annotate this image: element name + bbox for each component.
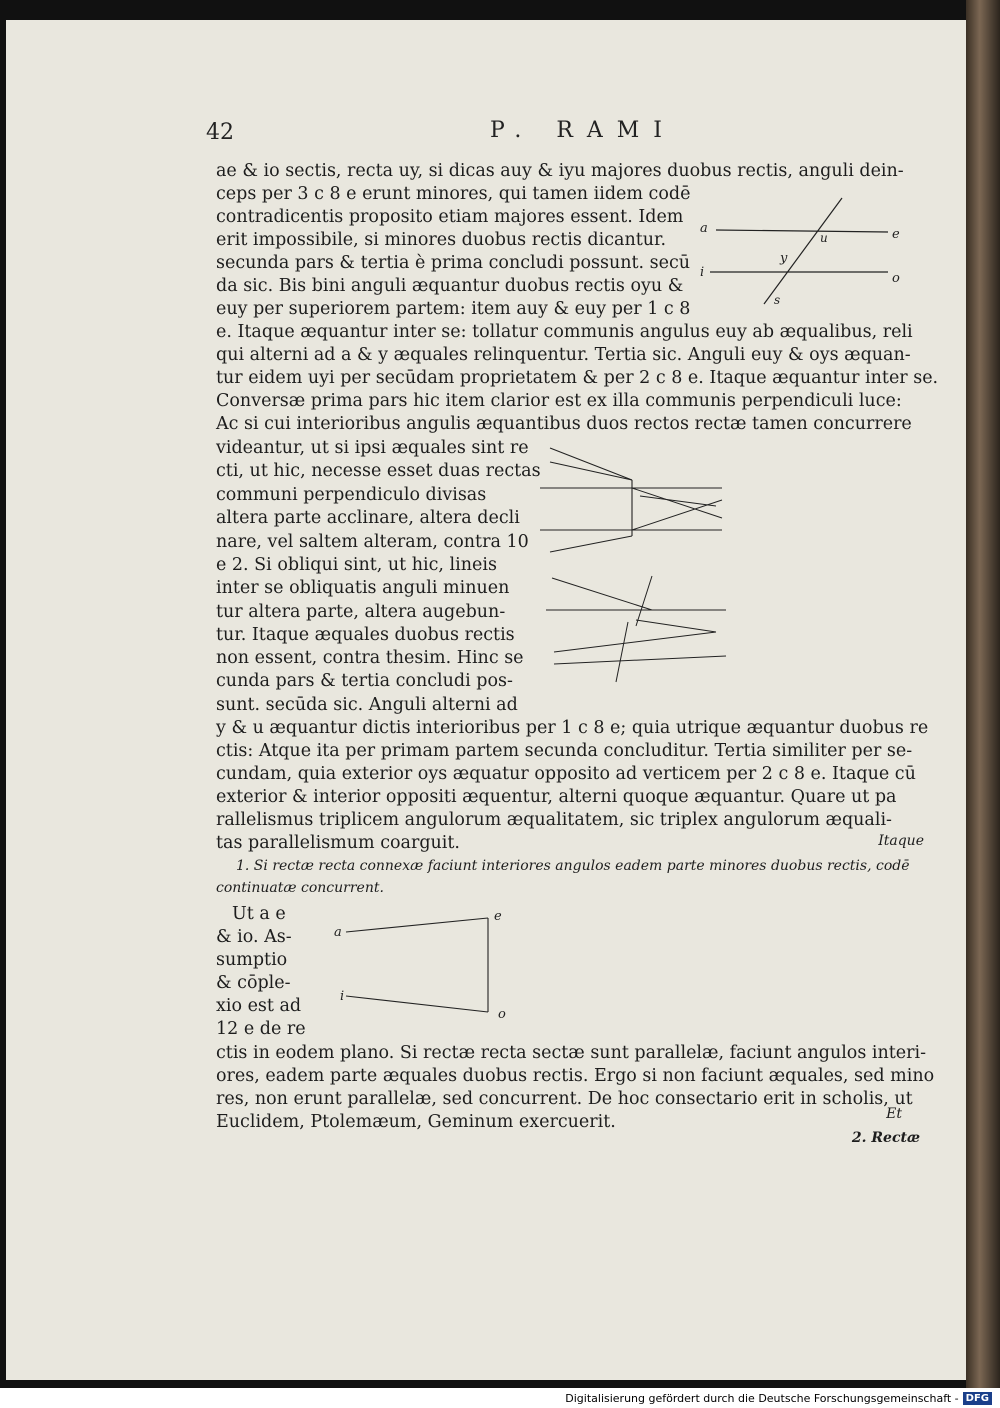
catchword: Itaque [878,833,924,849]
text-line: & cōple- [216,973,291,993]
text-line: Ut a e [232,904,286,924]
text-line: Conversæ prima pars hic item clarior est ex illa communis perpendiculi luce: [216,391,902,411]
book-spine [966,0,1000,1392]
theorem-line: 1. Si rectæ recta connexæ faciunt interiores angulos eadem parte minores duobus rectis, codē [236,858,910,874]
text-line: nare, vel saltem alteram, contra 10 [216,532,529,552]
dfg-logo: DFG [963,1392,992,1405]
text-line: xio est ad [216,996,302,1016]
catchword: 2. Rectæ [851,1130,920,1146]
text-line: e 2. Si obliqui sint, ut hic, lineis [216,555,497,575]
fig1-label-i: i [700,265,705,280]
text-line: da sic. Bis bini anguli æquantur duobus rectis oyu & [216,276,684,296]
fig1-label-s: s [774,293,781,307]
text-line: rallelismus triplicem angulorum æqualitatem, sic triplex angulorum æquali- [216,810,892,830]
theorem-line: continuatæ concurrent. [216,880,384,896]
text-line: communi perpendiculo divisas [216,485,487,505]
text-line: tur eidem uyi per secūdam proprietatem & per 2 c 8 e. Itaque æquantur inter se. [216,368,939,388]
running-head: P. RAMI [490,118,676,143]
text-line: cundam, quia exterior oys æquatur opposito ad verticem per 2 c 8 e. Itaque cū [216,764,916,784]
page-header [206,118,926,152]
fig3-label-o: o [498,1007,506,1022]
figure-oblique-lines [540,574,730,684]
text-line: sunt. secūda sic. Anguli alterni ad [216,695,518,715]
fig1-label-u: u [820,231,828,245]
text-line: erit impossibile, si minores duobus rectis dicantur. [216,230,667,250]
text-line: exterior & interior oppositi æquentur, alterni quoque æquantur. Quare ut pa [216,787,897,807]
text-line: ceps per 3 c 8 e erunt minores, qui tamen iidem codē [216,184,691,204]
fig1-label-o: o [892,271,900,286]
text-line: tur. Itaque æquales duobus rectis [216,625,515,645]
text-line: 12 e de re [216,1019,306,1039]
text-line: qui alterni ad a & y æquales relinquentur. Tertia sic. Anguli euy & oys æquan- [216,345,911,365]
text-line: res, non erunt parallelæ, sed concurrent. De hoc consectario erit in scholis, ut [216,1089,913,1109]
figure-concurrent-lines [330,900,520,1028]
text-line: videantur, ut si ipsi æquales sint re [216,438,529,458]
fig3-label-a: a [334,925,342,940]
text-line: euy per superiorem partem: item auy & euy per 1 c 8 [216,299,691,319]
page-number: 42 [206,120,234,145]
text-line: secunda pars & tertia è prima concludi possunt. secū [216,253,691,273]
text-line: tur altera parte, altera augebun- [216,602,506,622]
text-line: cti, ut hic, necesse esset duas rectas [216,461,541,481]
text-line: Ac si cui interioribus angulis æquantibus duos rectos rectæ tamen concurrere [216,414,912,434]
fig1-label-a: a [700,221,708,236]
text-line: Euclidem, Ptolemæum, Geminum exercuerit. [216,1112,616,1132]
footer-bar [0,1388,1000,1408]
text-line: ae & io sectis, recta uy, si dicas auy & iyu majores duobus rectis, anguli dein- [216,161,904,181]
text-line: inter se obliquatis anguli minuen [216,578,510,598]
text-line: non essent, contra thesim. Hinc se [216,648,524,668]
fig1-label-y: y [780,251,788,266]
text-line: y & u æquantur dictis interioribus per 1 c 8 e; quia utrique æquantur duobus re [216,718,929,738]
figure-perpendicular-lines [536,444,732,558]
catchword: Et [886,1106,902,1122]
footer-text: Digitalisierung gefördert durch die Deutsche Forschungsgemeinschaft - [565,1391,959,1405]
text-line: & io. As- [216,927,292,947]
text-line: sumptio [216,950,288,970]
fig3-label-i: i [340,989,345,1004]
text-line: e. Itaque æquantur inter se: tollatur communis angulus euy ab æqualibus, reli [216,322,913,342]
text-line: tas parallelismum coarguit. [216,833,460,853]
text-line: ctis: Atque ita per primam partem secunda concluditur. Tertia similiter per se- [216,741,913,761]
text-line: contradicentis proposito etiam majores essent. Idem [216,207,684,227]
text-line: altera parte acclinare, altera decli [216,508,520,528]
fig3-label-e: e [494,909,502,924]
text-line: ctis in eodem plano. Si rectæ recta sectæ sunt parallelæ, faciunt angulos interi- [216,1043,927,1063]
figure-parallels-transversal [692,196,922,310]
text-line: cunda pars & tertia concludi pos- [216,671,513,691]
text-line: ores, eadem parte æquales duobus rectis. Ergo si non faciunt æquales, sed mino [216,1066,935,1086]
fig1-label-e: e [892,227,900,242]
